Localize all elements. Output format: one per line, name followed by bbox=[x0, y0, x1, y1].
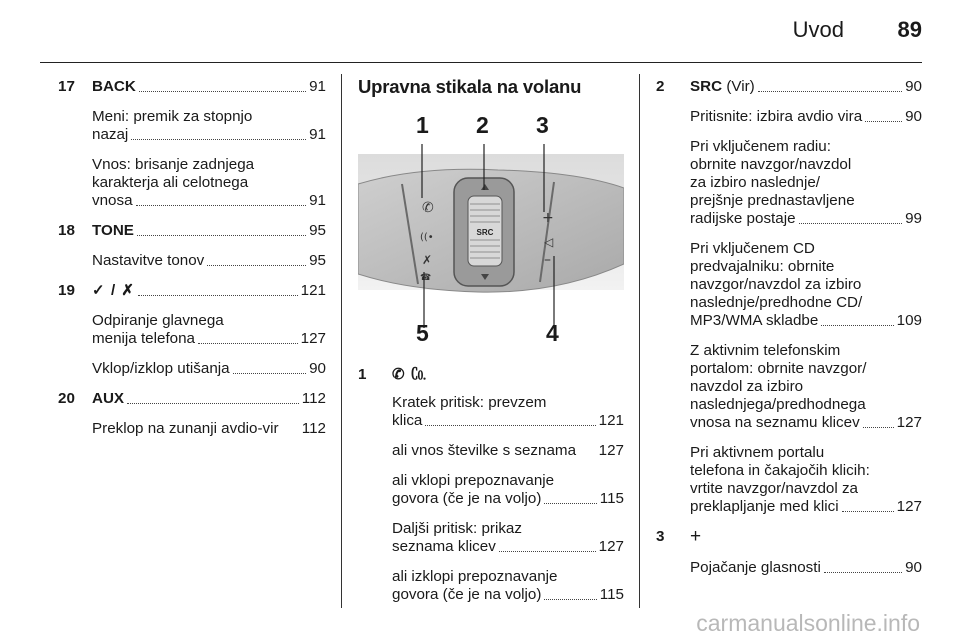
text-line: nazaj bbox=[92, 126, 129, 143]
column-divider-2 bbox=[639, 74, 640, 608]
page-ref[interactable]: 112 bbox=[301, 390, 326, 407]
text-line: ali izklopi prepoznavanje bbox=[392, 568, 558, 585]
entry-17 bbox=[58, 78, 326, 210]
text-line: Nastavitve tonov bbox=[92, 252, 205, 269]
page-ref[interactable]: 109 bbox=[896, 312, 922, 329]
callout-3: 3 bbox=[536, 112, 549, 138]
entry-number: 3 bbox=[656, 528, 665, 545]
page-ref[interactable]: 90 bbox=[905, 78, 922, 95]
page-ref[interactable]: 90 bbox=[905, 108, 922, 125]
text-line: navzdol za izbiro bbox=[690, 378, 804, 395]
page-ref[interactable]: 99 bbox=[905, 210, 922, 227]
speaker-icon: ◁ bbox=[544, 235, 554, 249]
text-line: portalom: obrnite navzgor/ bbox=[690, 360, 867, 377]
text-line: naslednjega/predhodnega bbox=[690, 396, 866, 413]
text-line: seznama klicev bbox=[392, 538, 496, 555]
volume-up-icon: + bbox=[542, 210, 554, 226]
watermark: carmanualsonline.info bbox=[696, 610, 920, 636]
text-line: vnosa bbox=[92, 192, 133, 209]
entry-20 bbox=[58, 390, 326, 438]
entry-number: 19 bbox=[58, 282, 75, 299]
entry-number: 17 bbox=[58, 78, 75, 95]
text-line: ali vnos številke s seznama bbox=[392, 442, 577, 459]
page-ref[interactable]: 127 bbox=[896, 498, 922, 515]
text-line: Pritisnite: izbira avdio vira bbox=[690, 108, 863, 125]
steering-wheel-illustration bbox=[358, 114, 624, 350]
entry-number: 20 bbox=[58, 390, 75, 407]
text-line: telefona in čakajočih klicih: bbox=[690, 462, 870, 479]
plus-icon: + bbox=[690, 526, 702, 547]
phone-icon: ✆ bbox=[422, 200, 434, 216]
page-ref[interactable]: 115 bbox=[599, 586, 624, 603]
page-number: 89 bbox=[897, 17, 922, 42]
tone-label: TONE bbox=[92, 222, 134, 239]
text-line: Z aktivnim telefonskim bbox=[690, 342, 841, 359]
page-ref[interactable]: 95 bbox=[309, 252, 326, 269]
page-ref[interactable]: 127 bbox=[598, 442, 624, 459]
volume-down-icon: – bbox=[544, 252, 551, 268]
text-line: navzgor/navzdol za izbiro bbox=[690, 276, 862, 293]
text-line: Daljši pritisk: prikaz bbox=[392, 520, 522, 537]
text-line: govora (če je na voljo) bbox=[392, 490, 542, 507]
text-line: prejšnje prednastavljene bbox=[690, 192, 855, 209]
page-ref[interactable]: 91 bbox=[309, 126, 326, 143]
text-line: naslednje/predhodne CD/ bbox=[690, 294, 863, 311]
text-line: klica bbox=[392, 412, 423, 429]
page-ref[interactable]: 91 bbox=[309, 192, 326, 209]
entry-19 bbox=[58, 282, 326, 378]
column-1 bbox=[58, 78, 326, 450]
text-line: predvajalniku: obrnite bbox=[690, 258, 835, 275]
section-title: Upravna stikala na volanu bbox=[358, 76, 582, 97]
callout-5: 5 bbox=[416, 320, 429, 346]
entry-18 bbox=[58, 222, 326, 270]
text-line: Vnos: brisanje zadnjega bbox=[92, 156, 255, 173]
callout-2: 2 bbox=[476, 112, 489, 138]
hangup-icon: ☎ bbox=[420, 273, 432, 283]
text-line: Meni: premik za stopnjo bbox=[92, 108, 253, 125]
callout-1: 1 bbox=[416, 112, 429, 138]
text-line: vrtite navzgor/navzdol za bbox=[690, 480, 858, 497]
text-line: Pri vključenem radiu: bbox=[690, 138, 831, 155]
page-ref[interactable]: 121 bbox=[300, 282, 326, 299]
mute-icon: ✗ bbox=[422, 253, 433, 267]
text-line: Odpiranje glavnega bbox=[92, 312, 224, 329]
page-ref[interactable]: 127 bbox=[598, 538, 624, 555]
text-line: Pri vključenem CD bbox=[690, 240, 815, 257]
column-divider-1 bbox=[341, 74, 342, 608]
src-label: SRC bbox=[476, 228, 494, 237]
text-line: obrnite navzgor/navzdol bbox=[690, 156, 852, 173]
text-line: karakterja ali celotnega bbox=[92, 174, 249, 191]
header-title: Uvod bbox=[792, 17, 844, 42]
phone-mute-icon: ✓ / ✗ bbox=[92, 282, 136, 299]
text-line: Pri aktivnem portalu bbox=[690, 444, 825, 461]
page-ref[interactable]: 91 bbox=[309, 78, 326, 95]
entry-number: 18 bbox=[58, 222, 75, 239]
text-line: preklapljanje med klici bbox=[690, 498, 839, 515]
page-ref[interactable]: 121 bbox=[598, 412, 624, 429]
page-ref[interactable]: 95 bbox=[309, 222, 326, 239]
text-line: Preklop na zunanji avdio-vir bbox=[92, 420, 279, 437]
page-ref[interactable]: 127 bbox=[300, 330, 326, 347]
text-line: Kratek pritisk: prevzem bbox=[392, 394, 547, 411]
text-line: (Vir) bbox=[726, 78, 755, 95]
entry-2 bbox=[656, 78, 922, 516]
entry-number: 2 bbox=[656, 78, 665, 95]
aux-label: AUX bbox=[92, 390, 125, 407]
entry-1 bbox=[358, 366, 624, 604]
voice-icon: ((• bbox=[420, 232, 434, 243]
text-line: Vklop/izklop utišanja bbox=[92, 360, 230, 377]
page-ref[interactable]: 115 bbox=[599, 490, 624, 507]
entry-number: 1 bbox=[358, 366, 367, 383]
src-label: SRC bbox=[690, 78, 723, 95]
text-line: menija telefona bbox=[92, 330, 196, 347]
page-ref[interactable]: 112 bbox=[301, 420, 326, 437]
text-line: vnosa na seznamu klicev bbox=[690, 414, 860, 431]
column-2 bbox=[358, 78, 624, 616]
callout-4: 4 bbox=[546, 320, 559, 346]
entry-3 bbox=[656, 528, 922, 577]
text-line: govora (če je na voljo) bbox=[392, 586, 542, 603]
text-line: radijske postaje bbox=[690, 210, 796, 227]
back-label: BACK bbox=[92, 78, 136, 95]
page-ref[interactable]: 127 bbox=[896, 414, 922, 431]
column-3 bbox=[656, 78, 922, 589]
page-header bbox=[40, 0, 922, 63]
steering-controls-figure bbox=[358, 114, 624, 350]
text-line: za izbiro naslednje/ bbox=[690, 174, 821, 191]
page-ref[interactable]: 90 bbox=[905, 559, 922, 576]
text-line: Pojačanje glasnosti bbox=[690, 559, 821, 576]
text-line: ali vklopi prepoznavanje bbox=[392, 472, 555, 489]
call-answer-voice-icon: ✆ ㏇ bbox=[392, 366, 428, 383]
page-ref[interactable]: 90 bbox=[309, 360, 326, 377]
text-line: MP3/WMA skladbe bbox=[690, 312, 819, 329]
